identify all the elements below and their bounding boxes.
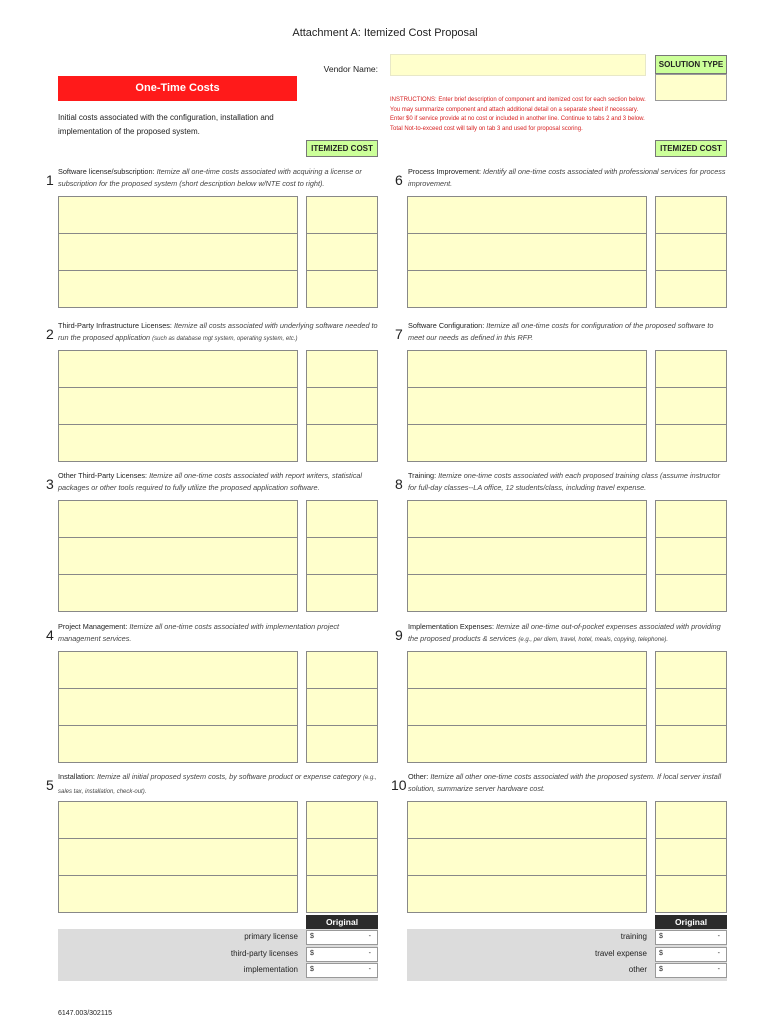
section-heading [408, 166, 728, 189]
section-title: Training: [408, 471, 437, 480]
currency-symbol: $ [659, 933, 663, 940]
itemized-cost-input[interactable] [655, 270, 727, 308]
summary-label: other [628, 965, 647, 974]
summary-value-field[interactable] [306, 947, 378, 962]
itemized-cost-input[interactable] [306, 500, 378, 538]
section-description: Itemize all one-time costs associated with implementation project management services. [58, 622, 340, 643]
itemized-cost-header-left: ITEMIZED COST [306, 140, 378, 157]
description-input[interactable] [58, 574, 298, 612]
section-heading [58, 621, 378, 644]
currency-symbol: $ [659, 966, 663, 973]
section-title: Installation: [58, 772, 95, 781]
itemized-cost-input[interactable] [306, 875, 378, 913]
section-number: 7 [395, 326, 403, 342]
itemized-cost-input[interactable] [655, 196, 727, 234]
description-input[interactable] [407, 725, 647, 763]
instructions-text: INSTRUCTIONS: Enter brief description of component and itemized cost for each section below. You may summarize component and attach additional detail on a separate sheet if necessary. Enter $0 if service provide at no cost or included in another line. Continue to tabs 2 and 3 below. Total Not-to-exceed cost will tally on tab 3 and used for proposal scoring. [390, 97, 646, 132]
summary-value-field[interactable] [655, 930, 727, 945]
section-heading [58, 771, 378, 798]
section-number: 3 [46, 476, 54, 492]
currency-symbol: $ [659, 949, 663, 957]
itemized-cost-input[interactable] [655, 725, 727, 763]
document-footer-id: 6147.003/302115 [58, 1010, 112, 1017]
summary-label: third-party licenses [230, 948, 298, 958]
section-heading [408, 320, 728, 343]
itemized-cost-input[interactable] [655, 801, 727, 839]
itemized-cost-header-right: ITEMIZED COST [655, 140, 727, 157]
description-input[interactable] [407, 350, 647, 388]
initial-costs-description: Initial costs associated with the configuration, installation and implementation of the proposed system. [58, 113, 274, 136]
summary-value-field[interactable] [655, 947, 727, 962]
section-heading [408, 470, 728, 493]
itemized-cost-input[interactable] [306, 233, 378, 271]
description-input[interactable] [58, 233, 298, 271]
solution-type-header: SOLUTION TYPE [655, 55, 727, 74]
itemized-cost-input[interactable] [655, 574, 727, 612]
currency-symbol: $ [310, 949, 314, 957]
currency-symbol: $ [310, 933, 314, 940]
section-title: Software Configuration: [408, 321, 485, 330]
description-input[interactable] [407, 537, 647, 575]
document-title: Attachment A: Itemized Cost Proposal [292, 27, 478, 39]
section-note: (e.g., per diem, travel, hotel, meals, copying, telephone). [518, 636, 669, 643]
itemized-cost-input[interactable] [306, 574, 378, 612]
summary-label: training [620, 932, 647, 941]
section-description: Identify all one-time costs associated with professional services for process improvement. [408, 167, 726, 188]
summary-value-field[interactable] [655, 963, 727, 978]
description-input[interactable] [407, 838, 647, 876]
description-input[interactable] [58, 500, 298, 538]
summary-value: - [717, 949, 720, 957]
summary-label: implementation [243, 965, 298, 974]
description-input[interactable] [407, 500, 647, 538]
itemized-cost-input[interactable] [306, 838, 378, 876]
description-input[interactable] [407, 875, 647, 913]
section-heading [58, 320, 378, 345]
description-input[interactable] [58, 688, 298, 726]
description-input[interactable] [58, 725, 298, 763]
itemized-cost-input[interactable] [306, 350, 378, 388]
section-note: (e.g., sales tax, installation, check-out). [58, 775, 377, 795]
summary-value-field[interactable] [306, 963, 378, 978]
section-description: Itemize all one-time costs associated with acquiring a license or subscription for the proposed system (short description below w/NTE cost to right). [58, 167, 362, 188]
summary-value: - [717, 933, 720, 940]
itemized-cost-input[interactable] [306, 688, 378, 726]
currency-symbol: $ [310, 966, 314, 973]
itemized-cost-input[interactable] [655, 838, 727, 876]
section-heading [408, 771, 728, 794]
section-heading [408, 621, 728, 646]
description-input[interactable] [407, 424, 647, 462]
section-number: 10 [391, 777, 407, 793]
original-header-right: Original [655, 915, 727, 929]
section-heading [58, 470, 378, 493]
itemized-cost-input[interactable] [306, 801, 378, 839]
itemized-cost-input[interactable] [655, 233, 727, 271]
section-title: Other: [408, 772, 429, 781]
description-input[interactable] [407, 270, 647, 308]
one-time-costs-banner: One-Time Costs [58, 76, 297, 101]
summary-value: - [368, 949, 371, 957]
section-description: Itemize all one-time costs for configuration of the proposed software to meet our needs as defined in this RFP. [408, 321, 714, 342]
section-title: Project Management: [58, 622, 128, 631]
section-description: Itemize all one-time out-of-pocket expenses associated with providing the proposed products & services [408, 622, 721, 643]
itemized-cost-input[interactable] [306, 424, 378, 462]
vendor-name-field[interactable] [390, 54, 646, 76]
description-input[interactable] [58, 651, 298, 689]
section-number: 9 [395, 627, 403, 643]
summary-value: - [717, 966, 720, 973]
itemized-cost-input[interactable] [655, 424, 727, 462]
section-title: Other Third-Party Licenses: [58, 471, 148, 480]
section-heading [58, 166, 378, 189]
description-input[interactable] [407, 688, 647, 726]
description-input[interactable] [58, 838, 298, 876]
section-number: 5 [46, 777, 54, 793]
description-input[interactable] [58, 196, 298, 234]
itemized-cost-input[interactable] [306, 387, 378, 425]
description-input[interactable] [407, 233, 647, 271]
itemized-cost-input[interactable] [655, 688, 727, 726]
section-description: Itemize all costs associated with underlying software needed to run the proposed application [58, 321, 378, 342]
itemized-cost-input[interactable] [306, 725, 378, 763]
description-input[interactable] [407, 196, 647, 234]
section-description: Itemize all other one-time costs associated with the proposed system. If local server install solution, summarize server hardware cost. [408, 772, 722, 793]
section-title: Software license/subscription: [58, 167, 155, 176]
summary-value-field[interactable] [306, 930, 378, 945]
section-number: 2 [46, 326, 54, 342]
summary-label: primary license [244, 932, 298, 941]
section-title: Implementation Expenses: [408, 622, 494, 631]
summary-label: travel expense [594, 948, 647, 958]
section-title: Process Improvement: [408, 167, 481, 176]
itemized-cost-input[interactable] [655, 350, 727, 388]
itemized-cost-input[interactable] [655, 651, 727, 689]
description-input[interactable] [58, 270, 298, 308]
section-description: Itemize all one-time costs associated with report writers, statistical packages or other tools required to fully utilize the proposed application software. [58, 471, 363, 492]
itemized-cost-input[interactable] [655, 875, 727, 913]
summary-value: - [368, 933, 371, 940]
section-title: Third-Party Infrastructure Licenses: [58, 321, 172, 330]
itemized-cost-input[interactable] [306, 270, 378, 308]
itemized-cost-input[interactable] [306, 196, 378, 234]
section-number: 8 [395, 476, 403, 492]
description-input[interactable] [58, 424, 298, 462]
description-input[interactable] [407, 651, 647, 689]
itemized-cost-input[interactable] [306, 537, 378, 575]
itemized-cost-input[interactable] [655, 500, 727, 538]
description-input[interactable] [407, 574, 647, 612]
section-number: 1 [46, 172, 54, 188]
itemized-cost-input[interactable] [306, 651, 378, 689]
description-input[interactable] [407, 387, 647, 425]
description-input[interactable] [407, 801, 647, 839]
description-input[interactable] [58, 875, 298, 913]
section-description: Itemize all initial proposed system costs, by software product or expense category [96, 772, 361, 781]
description-input[interactable] [58, 350, 298, 388]
description-input[interactable] [58, 387, 298, 425]
section-description: Itemize one-time costs associated with each proposed training class (assume instructor for full-day classes--LA office, 12 students/class, including travel expense. [408, 471, 721, 492]
itemized-cost-input[interactable] [655, 387, 727, 425]
section-note: (such as database mgt system, operating system, etc.) [152, 335, 298, 342]
section-number: 4 [46, 627, 54, 643]
description-input[interactable] [58, 537, 298, 575]
solution-type-field[interactable] [655, 74, 727, 101]
description-input[interactable] [58, 801, 298, 839]
summary-value: - [368, 966, 371, 973]
vendor-name-label: Vendor Name: [323, 64, 378, 74]
section-number: 6 [395, 172, 403, 188]
original-header-left: Original [306, 915, 378, 929]
itemized-cost-input[interactable] [655, 537, 727, 575]
